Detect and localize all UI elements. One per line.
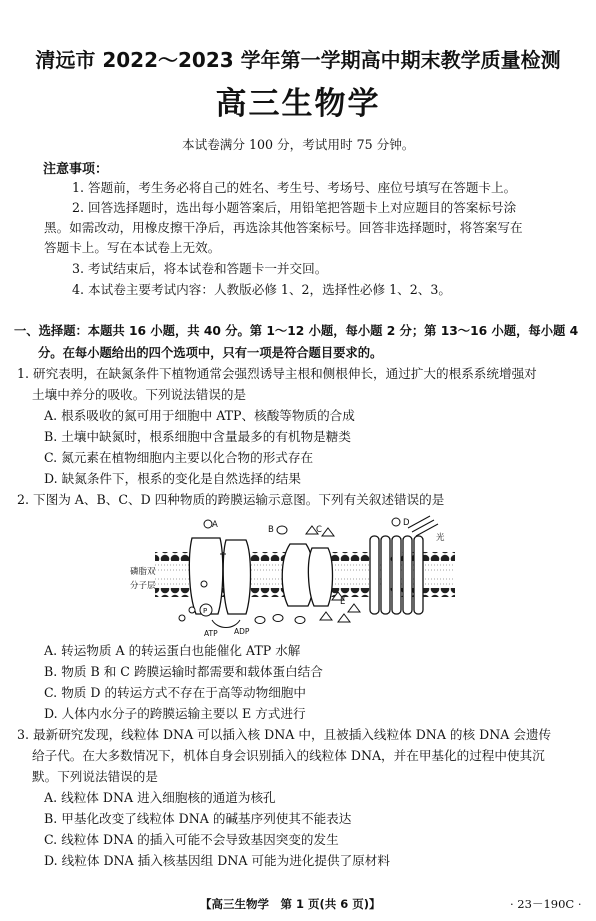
molecule-a-icon <box>204 520 212 528</box>
label-membrane: 磷脂双 <box>130 567 156 577</box>
section-heading: 分。在每小题给出的四个选项中，只有一项是符合题目要求的。 <box>38 346 383 360</box>
membrane-transport-diagram <box>130 514 470 638</box>
exam-info: 本试卷满分 100 分，考试用时 75 分钟。 <box>182 137 415 152</box>
option: D. 缺氮条件下，根系的变化是自然选择的结果 <box>44 471 301 486</box>
paper-code: · 23－190C · <box>510 897 582 911</box>
section-heading: 一、选择题：本题共 16 小题，共 40 分。第 1～12 小题，每小题 2 分；第 13～16 小题，每小题 4 <box>14 324 579 338</box>
note-line: 3. 考试结束后，将本试卷和答题卡一并交回。 <box>72 261 328 276</box>
label-p: P <box>203 607 208 615</box>
note-line: 答题卡上。写在本试卷上无效。 <box>44 240 221 255</box>
note-line: 2. 回答选择题时，选出每小题答案后，用铅笔把答题卡上对应题目的答案标号涂 <box>72 200 517 215</box>
notes-heading: 注意事项： <box>43 162 109 177</box>
question-stem: 1. 研究表明，在缺氮条件下植物通常会强烈诱导主根和侧根伸长，通过扩大的根系系统增强对 <box>17 366 537 381</box>
label-a: A <box>212 520 218 530</box>
option: C. 氮元素在植物细胞内主要以化合物的形式存在 <box>44 450 314 465</box>
transporter-protein-a <box>189 538 250 614</box>
molecule-b-icon <box>277 526 287 534</box>
carrier-protein-bc <box>282 544 332 606</box>
label-e: E <box>340 597 346 607</box>
question-stem: 3. 最新研究发现，线粒体 DNA 可以插入核 DNA 中，且被插入线粒体 DNA 的核 DNA 会遗传 <box>17 727 552 742</box>
option: B. 土壤中缺氮时，根系细胞中含量最多的有机物是糖类 <box>44 429 351 444</box>
option: C. 物质 D 的转运方式不存在于高等动物细胞中 <box>44 685 306 700</box>
label-light: 光 <box>436 533 445 543</box>
option: C. 线粒体 DNA 的插入可能不会导致基因突变的发生 <box>44 832 339 847</box>
subject-title: 高三生物学 <box>215 86 381 122</box>
exam-title: 清远市 2022～2023 学年第一学期高中期末教学质量检测 <box>35 48 561 72</box>
option: D. 人体内水分子的跨膜运输主要以 E 方式进行 <box>44 706 306 721</box>
question-stem: 默。下列说法错误的是 <box>32 769 158 784</box>
note-line: 4. 本试卷主要考试内容：人教版必修 1、2，选择性必修 1、2、3。 <box>72 282 451 297</box>
page-footer: 【高三生物学 第 1 页(共 6 页)】 <box>200 897 381 911</box>
note-line: 黑。如需改动，用橡皮擦干净后，再选涂其他答案标号。回答非选择题时，将答案写在 <box>44 220 523 235</box>
label-membrane: 分子层 <box>130 581 156 591</box>
option: B. 甲基化改变了线粒体 DNA 的碱基序列使其不能表达 <box>44 811 352 826</box>
option: A. 转运物质 A 的转运蛋白也能催化 ATP 水解 <box>44 643 301 658</box>
question-stem: 土壤中养分的吸收。下列说法错误的是 <box>32 387 247 402</box>
note-line: 1. 答题前，考生务必将自己的姓名、考生号、考场号、座位号填写在答题卡上。 <box>72 180 517 195</box>
label-adp: ADP <box>234 627 250 636</box>
option: B. 物质 B 和 C 跨膜运输时都需要和载体蛋白结合 <box>44 664 323 679</box>
label-c: C <box>316 525 322 535</box>
label-atp: ATP <box>204 629 218 638</box>
label-b: B <box>268 525 274 535</box>
channel-protein-d <box>370 536 423 614</box>
molecule-d-icon <box>392 518 400 526</box>
option: A. 线粒体 DNA 进入细胞核的通道为核孔 <box>44 790 276 805</box>
light-rays-icon <box>408 516 438 536</box>
label-d: D <box>403 518 410 528</box>
option: D. 线粒体 DNA 插入核基因组 DNA 可能为进化提供了原材料 <box>44 853 390 868</box>
option: A. 根系吸收的氮可用于细胞中 ATP、核酸等物质的合成 <box>44 408 355 423</box>
question-stem: 给子代。在大多数情况下，机体自身会识别插入的线粒体 DNA，并在甲基化的过程中使其沉 <box>32 748 545 763</box>
question-stem: 2. 下图为 A、B、C、D 四种物质的跨膜运输示意图。下列有关叙述错误的是 <box>17 492 445 507</box>
